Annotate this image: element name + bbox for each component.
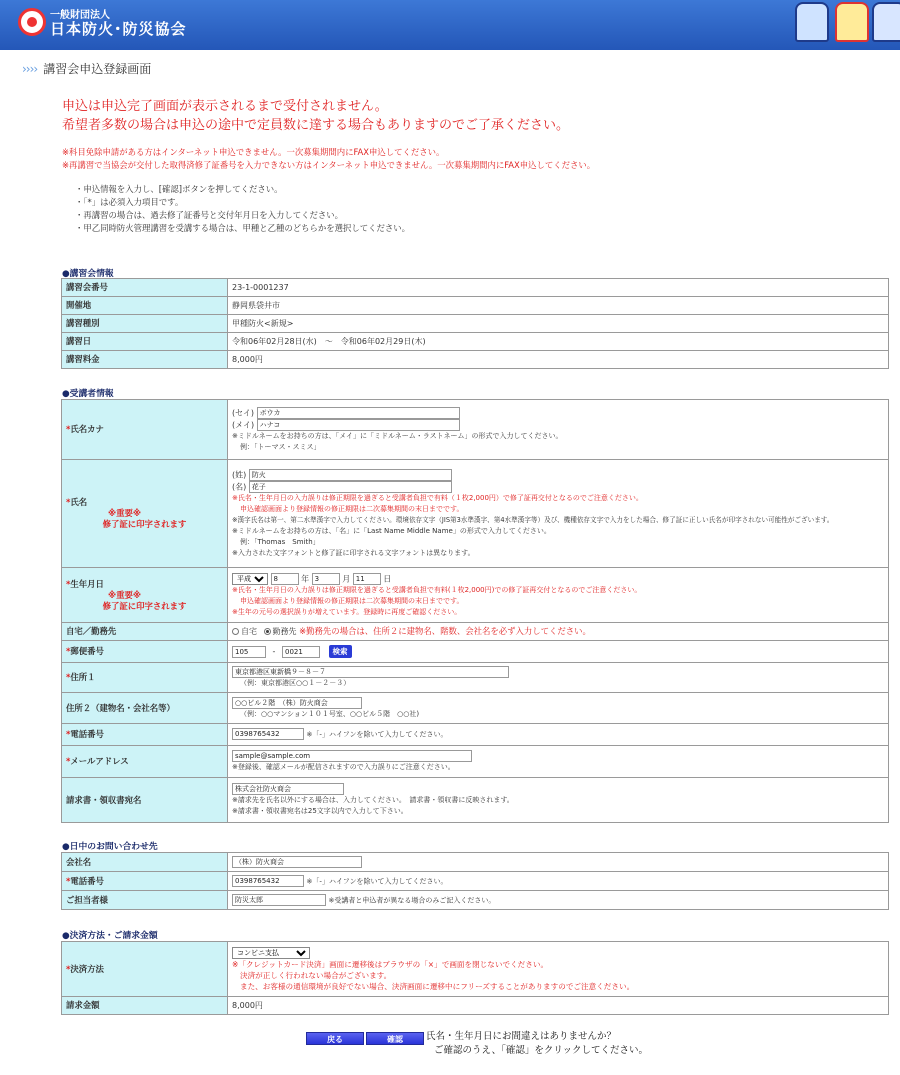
course-type-value: 甲種防火<新規> <box>228 315 889 333</box>
kana-cell <box>228 400 889 460</box>
site-header <box>0 0 900 50</box>
person-label: ご担当者様 <box>62 891 228 910</box>
table-row <box>62 279 889 297</box>
instruction-2: ・「*」は必須入力項目です。 <box>75 197 184 207</box>
table-row <box>62 891 889 910</box>
table-row <box>62 568 889 623</box>
notice-line-1: 申込は申込完了画面が表示されるまで受付されません。 <box>62 99 388 114</box>
day-label: 日 <box>383 574 392 583</box>
kana-example: 例：「トーマス・スミス」 <box>240 442 321 451</box>
mei-input[interactable] <box>249 481 452 493</box>
bottom-message <box>426 1030 648 1058</box>
notice-line-2: 希望者多数の場合は申込の途中で定員数に達する場合もありますのでご了承ください。 <box>62 118 570 133</box>
payment-method-select[interactable] <box>232 947 310 959</box>
name-red-note-2: 申込確認画面より登録情報の修正期限は二次募集期間の末日までです。 <box>240 504 464 513</box>
contact-tel-cell <box>228 872 889 891</box>
payment-red-note-2: 決済が正しく行われない場合がございます。 <box>240 970 392 980</box>
work-radio-label: 勤務先 <box>272 627 297 636</box>
invoice-note-1: ※請求先を氏名以外にする場合は、入力してください。 請求書・領収書に反映されます。 <box>232 796 514 804</box>
table-row <box>62 663 889 693</box>
company-label: 会社名 <box>62 853 228 872</box>
home-work-note: ※勤務先の場合は、住所２に建物名、階数、会社名を必ず入力してください。 <box>299 626 591 636</box>
year-label: 年 <box>301 574 310 583</box>
mascot-rescuer-icon <box>872 2 900 42</box>
table-row <box>62 853 889 872</box>
name-print-note: 修了証に印字されます <box>102 519 187 529</box>
addr2-example: （例：○○マンション１０１号室、○○ビル５階 ○○社) <box>240 709 420 718</box>
invoice-input[interactable] <box>232 783 344 795</box>
invoice-label: 請求書・領収書宛名 <box>62 778 228 823</box>
table-row <box>62 641 889 663</box>
mail-note: ※登録後、確認メールが配信されますので入力誤りにご注意ください。 <box>232 763 455 771</box>
amount-label: 請求金額 <box>62 997 228 1015</box>
section-attendee-info: ●受講者情報 <box>62 389 114 399</box>
mascot-fire-icon <box>835 2 869 42</box>
section-course-info: ●講習会情報 <box>62 269 114 279</box>
red-note-2: ※再講習で当協会が交付した取得済修了証番号を入力できない方はインターネット申込できません。一次募集期間内にFAX申込してください。 <box>62 160 596 170</box>
mei-kana-input[interactable] <box>257 419 460 431</box>
birth-red-note-3: ※生年の元号の選択誤りが増えています。登録時に再度ご確認ください。 <box>232 607 462 616</box>
chevron-arrows-icon: ›››› <box>22 62 38 76</box>
instruction-4: ・甲乙同時防火管理講習を受講する場合は、甲種と乙種のどちらかを選択してください。 <box>75 223 410 233</box>
home-radio-label: 自宅 <box>241 627 257 636</box>
course-info-table <box>61 278 889 369</box>
breadcrumb <box>22 60 151 77</box>
course-number-value: 23-1-0001237 <box>228 279 889 297</box>
birth-day-input[interactable] <box>353 573 381 585</box>
red-note-1: ※科目免除申請がある方はインターネット申込できません。一次募集期間内にFAX申込してください。 <box>62 147 445 157</box>
payment-method-label: *決済方法 <box>62 942 228 997</box>
tel-input[interactable] <box>232 728 304 740</box>
birth-label: *生年月日 ※重要※ 修了証に印字されます <box>62 568 228 623</box>
invoice-note-2: ※請求書・領収書宛名は25文字以内で入力して下さい。 <box>232 807 408 815</box>
tel-cell <box>228 724 889 746</box>
work-radio[interactable] <box>264 628 271 635</box>
table-row <box>62 693 889 724</box>
table-row <box>62 746 889 778</box>
addr1-input[interactable] <box>232 666 509 678</box>
birth-month-input[interactable] <box>312 573 340 585</box>
table-row <box>62 351 889 369</box>
sei-kana-input[interactable] <box>257 407 460 419</box>
zip1-input[interactable] <box>232 646 266 658</box>
instruction-1: ・申込情報を入力し、[確認]ボタンを押してください。 <box>75 184 283 194</box>
contact-tel-label: *電話番号 <box>62 872 228 891</box>
course-date-value: 令和06年02月28日(水) ～ 令和06年02月29日(木) <box>228 333 889 351</box>
name-example: 例：「Thomas Smith」 <box>240 537 320 546</box>
addr2-input[interactable] <box>232 697 362 709</box>
birth-red-note-1: ※氏名・生年月日の入力誤りは修正期限を過ぎると受講者負担で有料(１枚2,000円)での修了証再交付となるのでご注意ください。 <box>232 585 642 594</box>
name-cell <box>228 460 889 568</box>
payment-red-note-1: ※「クレジットカード決済」画面に遷移後はブラウザの「×」で画面を閉じないでください。 <box>232 959 549 969</box>
name-note-1: ※漢字氏名は第一、第二水準漢字で入力してください。環境依存文字（JIS第3水準漢字、第4水準漢字等）及び、機種依存文字で入力をした場合、修了証に正しい氏名が印字されない可能性がございます。 <box>232 515 834 524</box>
addr1-example: （例：東京都港区○○１－２－３） <box>240 679 351 687</box>
person-note: ※受講者と申込者が異なる場合のみご記入ください。 <box>328 896 496 905</box>
home-work-label: 自宅／勤務先 <box>62 623 228 641</box>
birth-year-input[interactable] <box>271 573 299 585</box>
name-important: ※重要※ <box>107 508 142 518</box>
section-payment: ●決済方法・ご請求金額 <box>62 931 158 941</box>
org-type: 一般財団法人 <box>50 10 110 21</box>
back-button[interactable]: 戻る <box>306 1032 364 1045</box>
table-row <box>62 724 889 746</box>
amount-value: 8,000円 <box>228 997 889 1015</box>
course-type-label: 講習種別 <box>62 315 228 333</box>
sei-input[interactable] <box>249 469 452 481</box>
person-input[interactable] <box>232 894 326 906</box>
venue-value: 静岡県袋井市 <box>228 297 889 315</box>
home-radio[interactable] <box>232 628 239 635</box>
name-label: *氏名 ※重要※ 修了証に印字されます <box>62 460 228 568</box>
name-note-2: ※ミドルネームをお持ちの方は、「名」に「Last Name Middle Name」の形式で入力してください。 <box>232 526 551 535</box>
person-cell <box>228 891 889 910</box>
mei-label: (名) <box>232 482 247 491</box>
mail-label: *メールアドレス <box>62 746 228 778</box>
zip-search-button[interactable]: 検索 <box>329 645 352 658</box>
course-fee-value: 8,000円 <box>228 351 889 369</box>
contact-tel-input[interactable] <box>232 875 304 887</box>
instruction-3: ・再講習の場合は、過去修了証番号と交付年月日を入力してください。 <box>75 210 343 220</box>
month-label: 月 <box>342 574 351 583</box>
mei-kana-label: (メイ) <box>232 420 255 429</box>
sei-label: (姓) <box>232 470 247 479</box>
org-name: 日本防火･防災協会 <box>50 20 187 38</box>
table-row <box>62 778 889 823</box>
addr2-cell <box>228 693 889 724</box>
page-title: 講習会申込登録画面 <box>43 62 152 76</box>
mail-cell <box>228 746 889 778</box>
name-note-3: ※入力された文字フォントと修了証に印字される文字フォントは異なります。 <box>232 548 475 557</box>
kana-note: ※ミドルネームをお持ちの方は、「メイ」に「ミドルネーム・ラストネーム」の形式で入力してください。 <box>232 431 563 440</box>
table-row <box>62 872 889 891</box>
era-select[interactable] <box>232 573 268 585</box>
payment-red-note-3: また、お客様の通信環境が良好でない場合、決済画面に遷移中にフリーズすることがありますのでご注意ください。 <box>240 981 635 991</box>
sei-kana-label: (セイ) <box>232 408 255 417</box>
name-red-note-1: ※氏名・生年月日の入力誤りは修正期限を過ぎると受講者負担で有料（１枚2,000円）で修了証再交付となるのでご注意ください。 <box>232 493 643 502</box>
association-logo-icon <box>18 8 46 36</box>
invoice-cell <box>228 778 889 823</box>
table-row <box>62 333 889 351</box>
contact-tel-note: ※「-」ハイフンを除いて入力してください。 <box>306 877 448 886</box>
course-number-label: 講習会番号 <box>62 279 228 297</box>
bottom-message-line-1: 氏名・生年月日にお間違えはありませんか？ <box>426 1031 617 1042</box>
company-cell <box>228 853 889 872</box>
addr1-cell <box>228 663 889 693</box>
mascot-firefighter-icon <box>795 2 829 42</box>
payment-method-cell <box>228 942 889 997</box>
birth-important: ※重要※ <box>107 589 142 600</box>
company-input[interactable] <box>232 856 362 868</box>
table-row <box>62 315 889 333</box>
tel-note: ※「-」ハイフンを除いて入力してください。 <box>306 730 448 739</box>
kana-label: *氏名カナ <box>62 400 228 460</box>
zip2-input[interactable] <box>282 646 320 658</box>
birth-red-note-2: 申込確認画面より登録情報の修正期限は二次募集期間の末日までです。 <box>240 596 464 605</box>
mail-input[interactable] <box>232 750 472 762</box>
addr1-label: *住所１ <box>62 663 228 693</box>
bottom-message-line-2: ご確認のうえ、「確認」をクリックしてください。 <box>434 1045 648 1056</box>
contact-table <box>61 852 889 910</box>
table-row <box>62 997 889 1015</box>
table-row <box>62 460 889 568</box>
table-row <box>62 942 889 997</box>
zip-separator: - <box>272 647 276 656</box>
section-contact: ●日中のお問い合わせ先 <box>62 842 158 852</box>
venue-label: 開催地 <box>62 297 228 315</box>
addr2-label: 住所２（建物名・会社名等） <box>62 693 228 724</box>
attendee-info-table <box>61 399 889 823</box>
payment-table <box>61 941 889 1015</box>
tel-label: *電話番号 <box>62 724 228 746</box>
zip-cell <box>228 641 889 663</box>
course-date-label: 講習日 <box>62 333 228 351</box>
course-fee-label: 講習料金 <box>62 351 228 369</box>
birth-print-note: 修了証に印字されます <box>102 600 187 611</box>
zip-label: *郵便番号 <box>62 641 228 663</box>
birth-cell <box>228 568 889 623</box>
table-row <box>62 400 889 460</box>
table-row <box>62 623 889 641</box>
home-work-cell <box>228 623 889 641</box>
table-row <box>62 297 889 315</box>
confirm-button[interactable]: 確認 <box>366 1032 424 1045</box>
